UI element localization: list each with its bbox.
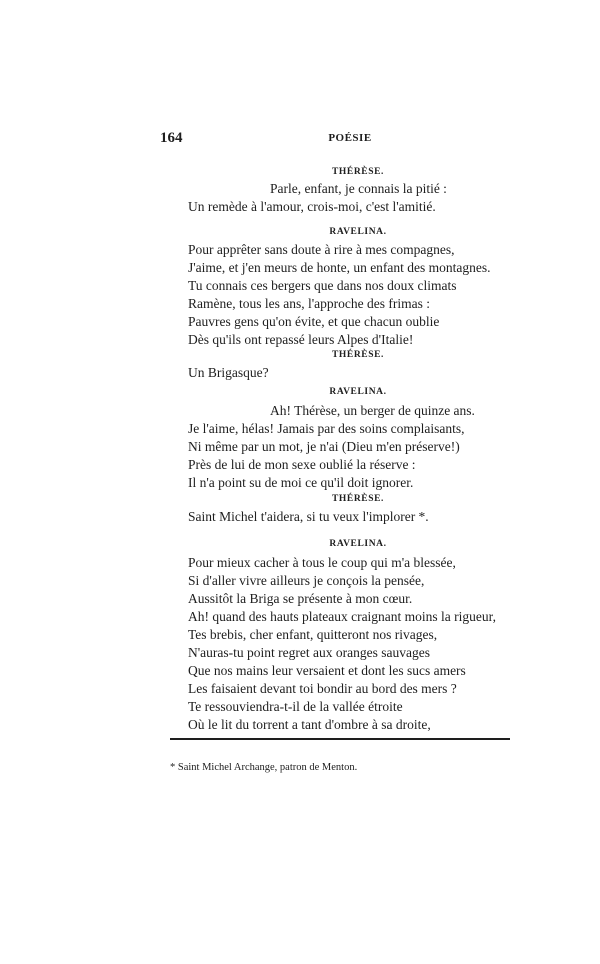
verse-line: Tu connais ces bergers que dans nos doux climats xyxy=(188,278,457,293)
verse-line: Pour apprêter sans doute à rire à mes compagnes, xyxy=(188,242,455,257)
speaker-name: RAVELINA. xyxy=(329,387,387,397)
verse-line: Un Brigasque? xyxy=(188,365,269,380)
verse-block xyxy=(188,402,518,492)
verse-line: Les faisaient devant toi bondir au bord des mers ? xyxy=(188,681,457,696)
verse-line: J'aime, et j'en meurs de honte, un enfant des montagnes. xyxy=(188,260,491,275)
footnote: * Saint Michel Archange, patron de Menton. xyxy=(170,762,358,773)
footnote-rule xyxy=(170,738,510,740)
verse-line: Aussitôt la Briga se présente à mon cœur. xyxy=(188,591,413,606)
speaker-name: RAVELINA. xyxy=(329,227,387,237)
speaker-name: THÉRÈSE. xyxy=(331,350,385,360)
speaker-name: THÉRÈSE. xyxy=(331,494,385,504)
verse-line: Il n'a point su de moi ce qu'il doit ignorer. xyxy=(188,475,414,490)
verse-line: Si d'aller vivre ailleurs je conçois la pensée, xyxy=(188,573,425,588)
verse-line: Saint Michel t'aidera, si tu veux l'implorer *. xyxy=(188,509,429,524)
verse-line: Ni même par un mot, je n'ai (Dieu m'en préserve!) xyxy=(188,439,460,454)
verse-line: Pour mieux cacher à tous le coup qui m'a blessée, xyxy=(188,555,456,570)
verse-line: Ah! Thérèse, un berger de quinze ans. xyxy=(270,403,475,418)
speaker-name: THÉRÈSE. xyxy=(331,167,385,177)
verse-line: Je l'aime, hélas! Jamais par des soins complaisants, xyxy=(188,421,465,436)
verse-block xyxy=(188,364,518,382)
speaker-name: RAVELINA. xyxy=(329,539,387,549)
page-number: 164 xyxy=(160,130,183,146)
verse-line: Te ressouviendra-t-il de la vallée étroite xyxy=(188,699,403,714)
verse-line: Dès qu'ils ont repassé leurs Alpes d'Italie! xyxy=(188,332,414,347)
verse-line: Près de lui de mon sexe oublié la réserve : xyxy=(188,457,416,472)
verse-line: Où le lit du torrent a tant d'ombre à sa droite, xyxy=(188,717,431,732)
verse-line: N'auras-tu point regret aux oranges sauvages xyxy=(188,645,430,660)
verse-block xyxy=(188,180,518,216)
verse-line: Pauvres gens qu'on évite, et que chacun oublie xyxy=(188,314,440,329)
verse-line: Un remède à l'amour, crois-moi, c'est l'amitié. xyxy=(188,199,436,214)
verse-block xyxy=(188,241,518,349)
verse-line: Que nos mains leur versaient et dont les sucs amers xyxy=(188,663,466,678)
verse-line: Ramène, tous les ans, l'approche des frimas : xyxy=(188,296,430,311)
page-header xyxy=(160,130,560,150)
verse-line: Tes brebis, cher enfant, quitteront nos rivages, xyxy=(188,627,438,642)
verse-block xyxy=(188,508,518,526)
verse-line: Parle, enfant, je connais la pitié : xyxy=(270,181,447,196)
verse-line: Ah! quand des hauts plateaux craignant moins la rigueur, xyxy=(188,609,496,624)
running-title: POÉSIE xyxy=(328,132,372,144)
verse-block xyxy=(188,554,518,734)
